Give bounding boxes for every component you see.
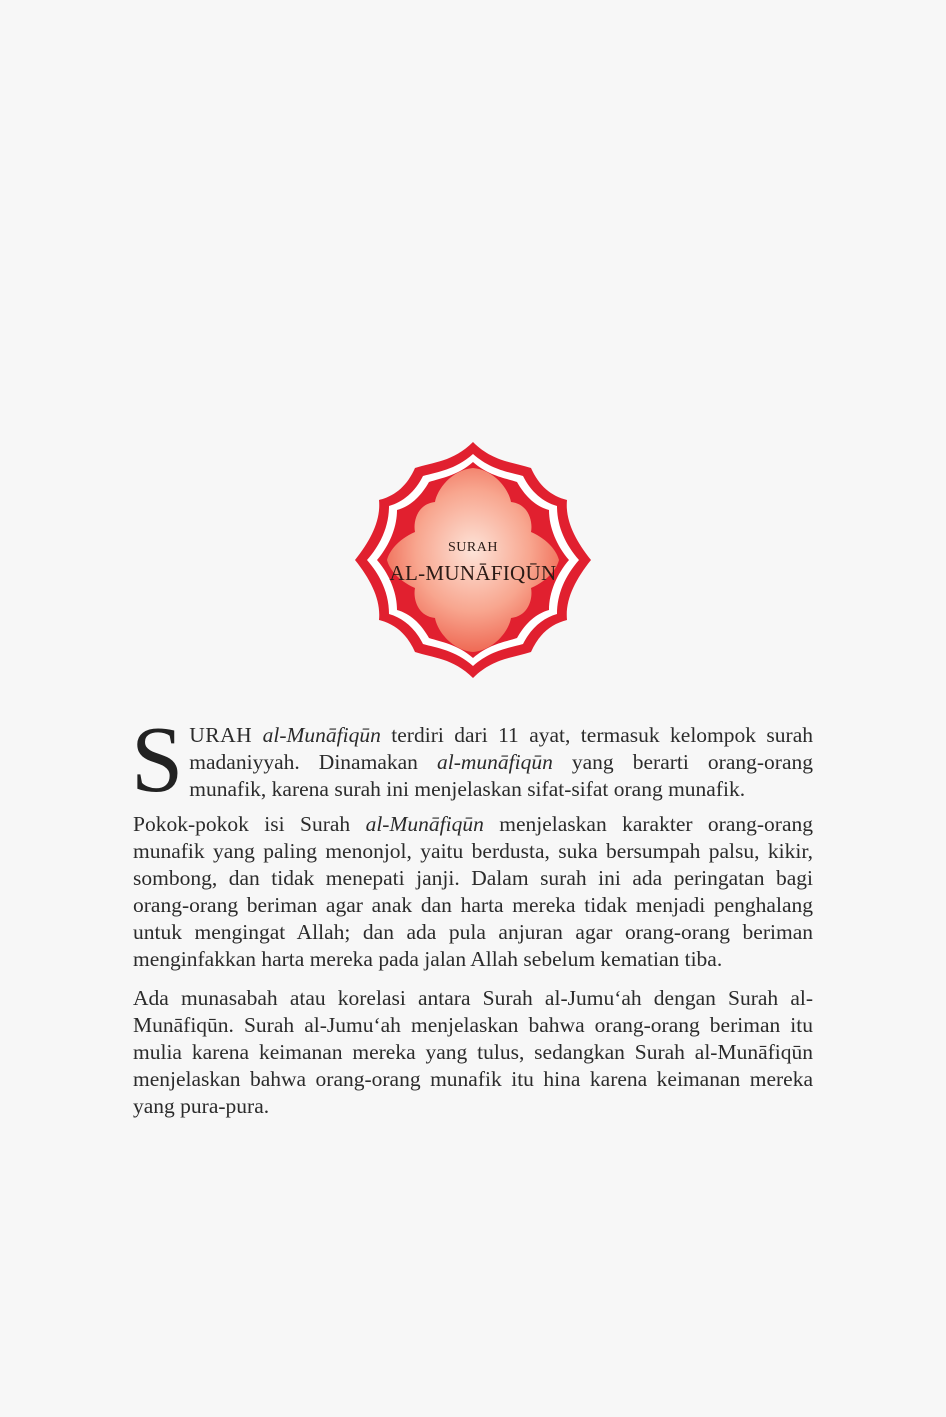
italic-term: al-Munāfiqūn xyxy=(365,812,484,836)
surah-emblem xyxy=(353,440,593,680)
text-segment: Ada munasabah atau korelasi antara Surah al-Jumuʻah dengan Surah al-Munāfiqūn. Surah al-Jumuʻah menjelaskan bahwa orang-orang beriman itu mulia karena keimanan mereka yang tulus, sedangkan Surah al-Munāfiqūn menjelaskan bahwa orang-orang munafik itu hina karena keimanan mereka yang pura-pura. xyxy=(133,986,813,1118)
body-text xyxy=(131,708,813,1120)
munasabah-paragraph xyxy=(133,985,813,1120)
text-segment: menjelaskan karakter orang-orang munafik yang paling menonjol, yaitu berdusta, suka bersumpah palsu, kikir, sombong, dan tidak menepati janji. Dalam surah ini ada peringatan bagi orang-orang beriman agar anak dan harta mereka tidak menjadi penghalang untuk mengingat Allah; dan ada pula anjuran agar orang-orang beriman menginfakkan harta mereka pada jalan Allah sebelum kematian tiba. xyxy=(133,812,813,971)
emblem-title-small: SURAH xyxy=(448,540,498,555)
caps-lead: URAH xyxy=(189,723,253,747)
italic-term: al-Munāfiqūn xyxy=(262,723,381,747)
drop-cap: S xyxy=(131,708,184,812)
ornament-frame-icon xyxy=(353,440,593,680)
text-segment: yang berarti orang-orang munafik, karena surah ini menjelaskan sifat-sifat orang munafik. xyxy=(189,750,813,801)
emblem-title-large: AL-MUNĀFIQŪN xyxy=(389,561,557,585)
text-segment: Pokok-pokok isi Surah xyxy=(133,812,366,836)
text-segment xyxy=(252,723,262,747)
intro-paragraph xyxy=(131,708,813,812)
italic-term: al-munāfiqūn xyxy=(436,750,553,774)
content-paragraph xyxy=(133,811,813,973)
text-segment: terdiri dari 11 ayat, termasuk kelompok surah madaniyyah. Dinamakan xyxy=(189,723,813,774)
